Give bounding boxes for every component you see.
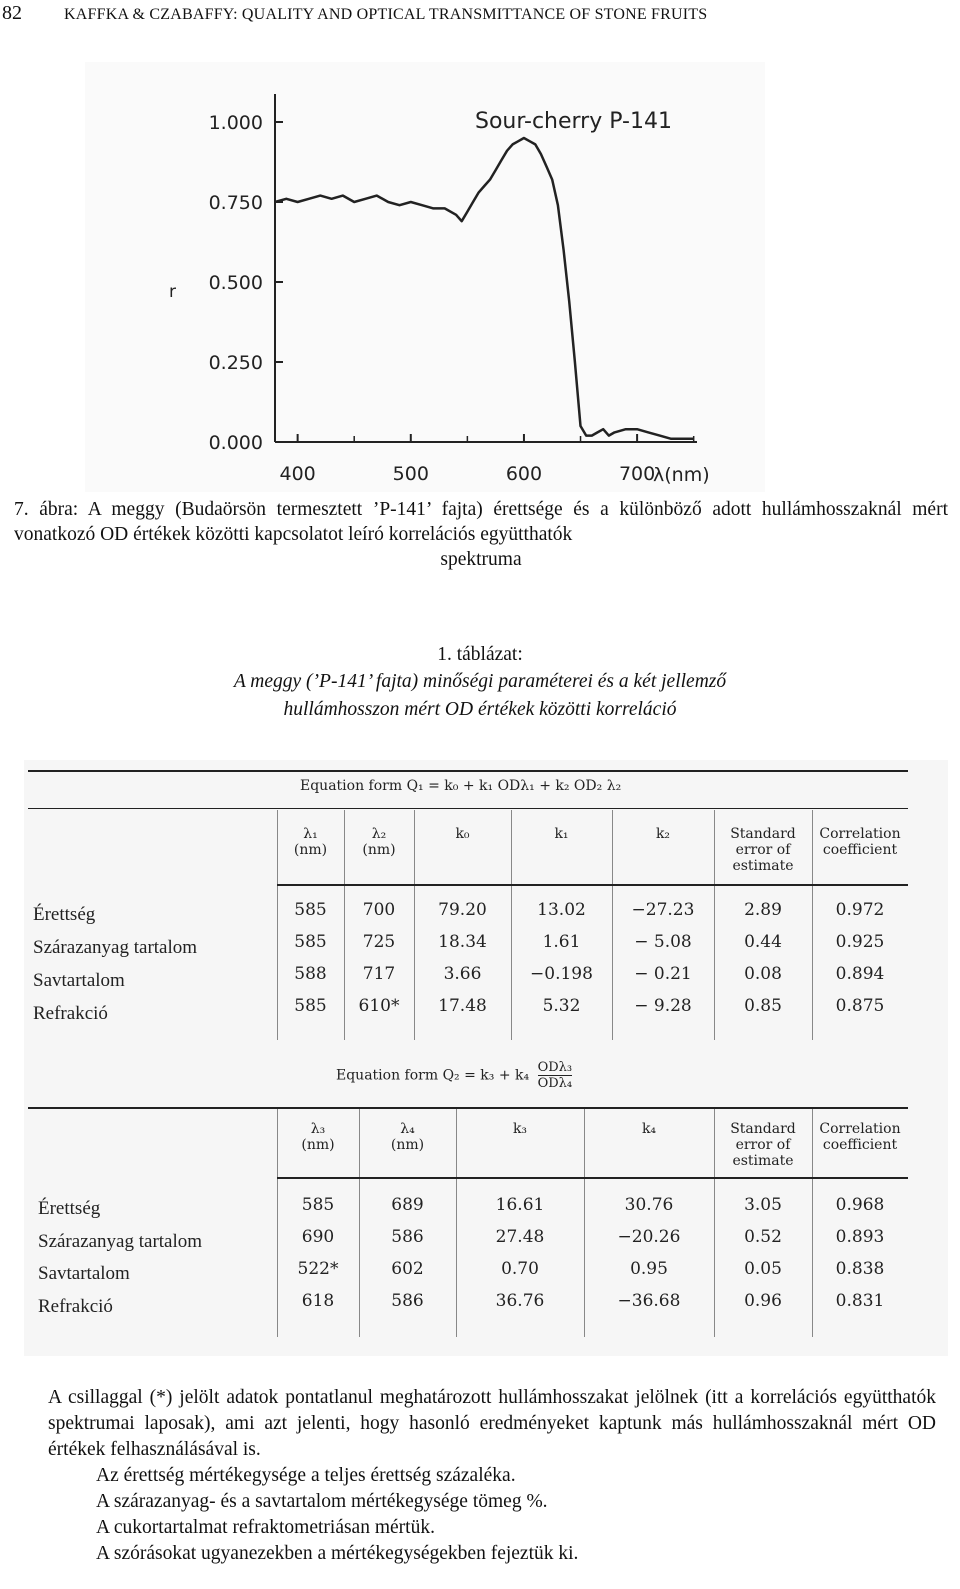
table1-column-header (344, 826, 414, 874)
table1-top-rule (28, 770, 908, 772)
notes-line: A cukortartalmat refraktometriásan mértük. (96, 1517, 435, 1538)
table1-column-header-line: λ₂ (371, 826, 387, 842)
table2-cell: −36.68 (617, 1291, 681, 1311)
table1-scan (24, 760, 948, 1057)
table1-row-label: Savtartalom (33, 970, 125, 991)
table-subtitle-line1: A meggy (’P-141’ fajta) minőségi paraméterei és a két jellemző (233, 671, 727, 692)
table2-column-header (812, 1121, 908, 1169)
table2-header-rule (277, 1177, 908, 1179)
table2-equation-fraction (538, 1060, 573, 1091)
table1-column-header-line: k₀ (455, 826, 470, 842)
table1-cell: 3.66 (443, 964, 482, 984)
table1-cell: 0.08 (744, 964, 782, 984)
table1-column-header-line: (nm) (362, 842, 396, 858)
x-tick-label: 500 (392, 463, 429, 485)
table1-cell: 17.48 (438, 996, 487, 1016)
figure-caption (14, 497, 948, 572)
table1-cell: 0.972 (835, 900, 885, 920)
table2-cell: 0.95 (630, 1259, 668, 1279)
table1-row-label: Szárazanyag tartalom (33, 937, 198, 958)
table1-row-label: Érettség (33, 904, 96, 925)
table2-cell: 0.838 (835, 1259, 885, 1279)
table1-column-header (511, 826, 612, 874)
table1-column-header-line: Standard (730, 826, 796, 842)
table2-column-header (584, 1121, 714, 1169)
table1-cell: 5.32 (542, 996, 581, 1016)
x-tick-label: 400 (279, 463, 316, 485)
table2-equation-denominator: ODλ₄ (537, 1076, 573, 1091)
correlation-spectrum-chart (85, 62, 765, 492)
table1-cell: 700 (362, 900, 396, 920)
table2-cell: 690 (301, 1227, 335, 1247)
table1-cell: 1.61 (542, 932, 581, 952)
table2-column-header-line (812, 1153, 908, 1169)
table1-cell: 725 (362, 932, 396, 952)
table1-column-header (612, 826, 714, 874)
table2-cell: 586 (391, 1227, 424, 1247)
table1-cell: 0.44 (744, 932, 782, 952)
table2-row-label: Szárazanyag tartalom (38, 1231, 203, 1252)
caption-last-line: spektruma (440, 549, 522, 570)
table2-equation-numerator: ODλ₃ (537, 1060, 573, 1075)
table2-column-header-line (456, 1153, 584, 1169)
table2-column-header-line (584, 1153, 714, 1169)
table1-equation-rule (28, 808, 908, 809)
table1-column-header-line (511, 842, 612, 858)
table2-cell: 522* (297, 1259, 339, 1279)
table1-cell: 13.02 (537, 900, 586, 920)
table1-cell: 610* (358, 996, 400, 1016)
table-notes (48, 1385, 936, 1567)
table1-column-header-line (612, 858, 714, 874)
table1-column-header-line: Correlation (819, 826, 901, 842)
x-tick-label: 600 (505, 463, 543, 485)
table1-column-header-line: estimate (732, 858, 794, 874)
table1-column-header-line (414, 858, 511, 874)
table2-cell: 30.76 (624, 1195, 674, 1215)
table2-column-header-line: λ₃ (310, 1121, 326, 1137)
table1-column-header-line (812, 858, 908, 874)
table2-column-header (456, 1121, 584, 1169)
table2-cell: 16.61 (495, 1195, 545, 1215)
y-tick-label: 0.750 (208, 192, 263, 214)
table2-cell: 0.70 (501, 1259, 539, 1279)
table1-column-header-line (612, 842, 714, 858)
table-subtitle (0, 668, 960, 724)
table1-cell: 585 (294, 996, 327, 1016)
table1-cell: 0.85 (744, 996, 782, 1016)
table1-cell: 717 (362, 964, 396, 984)
table2-column-header-line: error of (735, 1137, 791, 1153)
table2-top-rule (28, 1107, 908, 1109)
table2-column-header-line: estimate (732, 1153, 794, 1169)
table2-cell: 586 (391, 1291, 424, 1311)
spectrum-figure (85, 62, 765, 492)
table1-cell: 18.34 (438, 932, 487, 952)
table2-column-header-line (277, 1153, 359, 1169)
table-title: 1. táblázat: (437, 644, 523, 665)
table2-column-header (714, 1121, 812, 1169)
table2-cell: 0.05 (744, 1259, 782, 1279)
table1-row-label: Refrakció (33, 1003, 108, 1024)
notes-line: A szárazanyag- és a savtartalom mértékegysége tömeg %. (96, 1491, 548, 1512)
chart-title: Sour-cherry P-141 (475, 109, 672, 134)
table2-cell: 585 (301, 1195, 335, 1215)
table1-cell: 79.20 (438, 900, 487, 920)
table1-column-header-line: k₁ (554, 826, 569, 842)
x-tick-label: 700 (618, 463, 656, 485)
table1-column-header-line (414, 842, 511, 858)
table-subtitle-line2: hullámhosszon mért OD értékek közötti korreláció (283, 699, 677, 720)
table1-cell: −27.23 (631, 900, 695, 920)
table1-column-header-line: (nm) (293, 842, 328, 858)
table1-column-header-line (511, 858, 612, 874)
table1-column-header (812, 826, 908, 874)
table1-cell: 0.894 (835, 964, 885, 984)
spectrum-line (275, 138, 694, 439)
table2-column-header-line: (nm) (390, 1137, 425, 1153)
table1-cell: − 5.08 (634, 932, 692, 952)
table2-cell: 618 (301, 1291, 335, 1311)
table1-column-header-line: error of (735, 842, 791, 858)
table1-cell: 2.89 (744, 900, 782, 920)
table1-cell: −0.198 (530, 964, 593, 984)
table2-cell: 0.52 (744, 1227, 782, 1247)
table2-column-header-line: Standard (730, 1121, 796, 1137)
table2-column-header (359, 1121, 456, 1169)
table2-equation (336, 1060, 572, 1091)
table2-equation-left: Equation form Q₂ = k₃ + k₄ (336, 1067, 530, 1084)
table1-column-header-line: λ₁ (303, 826, 318, 842)
table2-cell: −20.26 (617, 1227, 681, 1247)
table2-cell: 3.05 (744, 1195, 782, 1215)
table2-column-header-line: (nm) (301, 1137, 335, 1153)
table1-column-header (277, 826, 344, 874)
table1-column-header-line: k₂ (655, 826, 671, 842)
y-tick-label: 0.250 (208, 352, 263, 374)
table1-cell: 0.875 (835, 996, 885, 1016)
table1-column-header-line (277, 858, 344, 874)
table2-cell: 27.48 (495, 1227, 545, 1247)
table2-scan (24, 1057, 948, 1356)
table1-cell: − 0.21 (634, 964, 692, 984)
table1-cell: 588 (294, 964, 327, 984)
table1-column-header (714, 826, 812, 874)
table1-cell: − 9.28 (634, 996, 692, 1016)
table2-row-label: Refrakció (38, 1296, 113, 1317)
table2-column-header-line: coefficient (822, 1137, 898, 1153)
table2-cell: 0.968 (835, 1195, 885, 1215)
x-axis-unit-label: λ(nm) (653, 464, 710, 486)
y-axis-label: r (169, 282, 176, 302)
y-tick-label: 0.000 (208, 432, 263, 454)
table1-equation: Equation form Q₁ = k₀ + k₁ ODλ₁ + k₂ OD₂ λ₂ (300, 778, 622, 794)
notes-paragraph: A csillaggal (*) jelölt adatok pontatlanul meghatározott hullámhosszakat jelölnek (itt a korrelációs együtthatók spektrumai laposak), ami azt jelenti, hogy hasonló eredményeket kaptunk más hullámhosszaknál mért OD értékek felhasználásával is. (48, 1387, 936, 1460)
table2-cell: 0.96 (744, 1291, 782, 1311)
table2-column-header-line: Correlation (819, 1121, 901, 1137)
table2-cell: 0.831 (835, 1291, 885, 1311)
caption-body: 7. ábra: A meggy (Budaörsön termesztett ’P-141’ fajta) érettsége és a különböző adott hullámhosszaknál mért vonatkozó OD értékek közötti kapcsolatot leíró korrelációs együtthatók (14, 499, 948, 545)
table2-column-header-line: k₃ (512, 1121, 528, 1137)
y-tick-label: 1.000 (208, 112, 263, 134)
table1-cell: 0.925 (835, 932, 885, 952)
table1-column-header-line: coefficient (822, 842, 898, 858)
table1-column-header-line (344, 858, 414, 874)
table2-column-header-line: λ₄ (400, 1121, 415, 1137)
running-head: KAFFKA & CZABAFFY: QUALITY AND OPTICAL TRANSMITTANCE OF STONE FRUITS (64, 6, 708, 23)
table2-row-label: Érettség (38, 1198, 101, 1219)
table1-header-rule (277, 884, 908, 886)
table2-cell: 689 (391, 1195, 424, 1215)
table2-column-header-line (584, 1137, 714, 1153)
table2-column-header (277, 1121, 359, 1169)
table2-column-header-line (456, 1137, 584, 1153)
table2-cell: 0.893 (835, 1227, 885, 1247)
notes-line: A szórásokat ugyanezekben a mértékegységekben fejeztük ki. (96, 1543, 579, 1564)
table2-column-header-line (359, 1153, 456, 1169)
table1-column-header (414, 826, 511, 874)
table2-row-label: Savtartalom (38, 1263, 130, 1284)
table2-cell: 602 (391, 1259, 424, 1279)
notes-line: Az érettség mértékegysége a teljes érettség százaléka. (96, 1465, 516, 1486)
table2-cell: 36.76 (495, 1291, 545, 1311)
y-tick-label: 0.500 (208, 272, 263, 294)
table1-cell: 585 (294, 932, 327, 952)
table1-cell: 585 (294, 900, 327, 920)
table2-column-header-line: k₄ (641, 1121, 657, 1137)
page-number: 82 (2, 2, 22, 24)
